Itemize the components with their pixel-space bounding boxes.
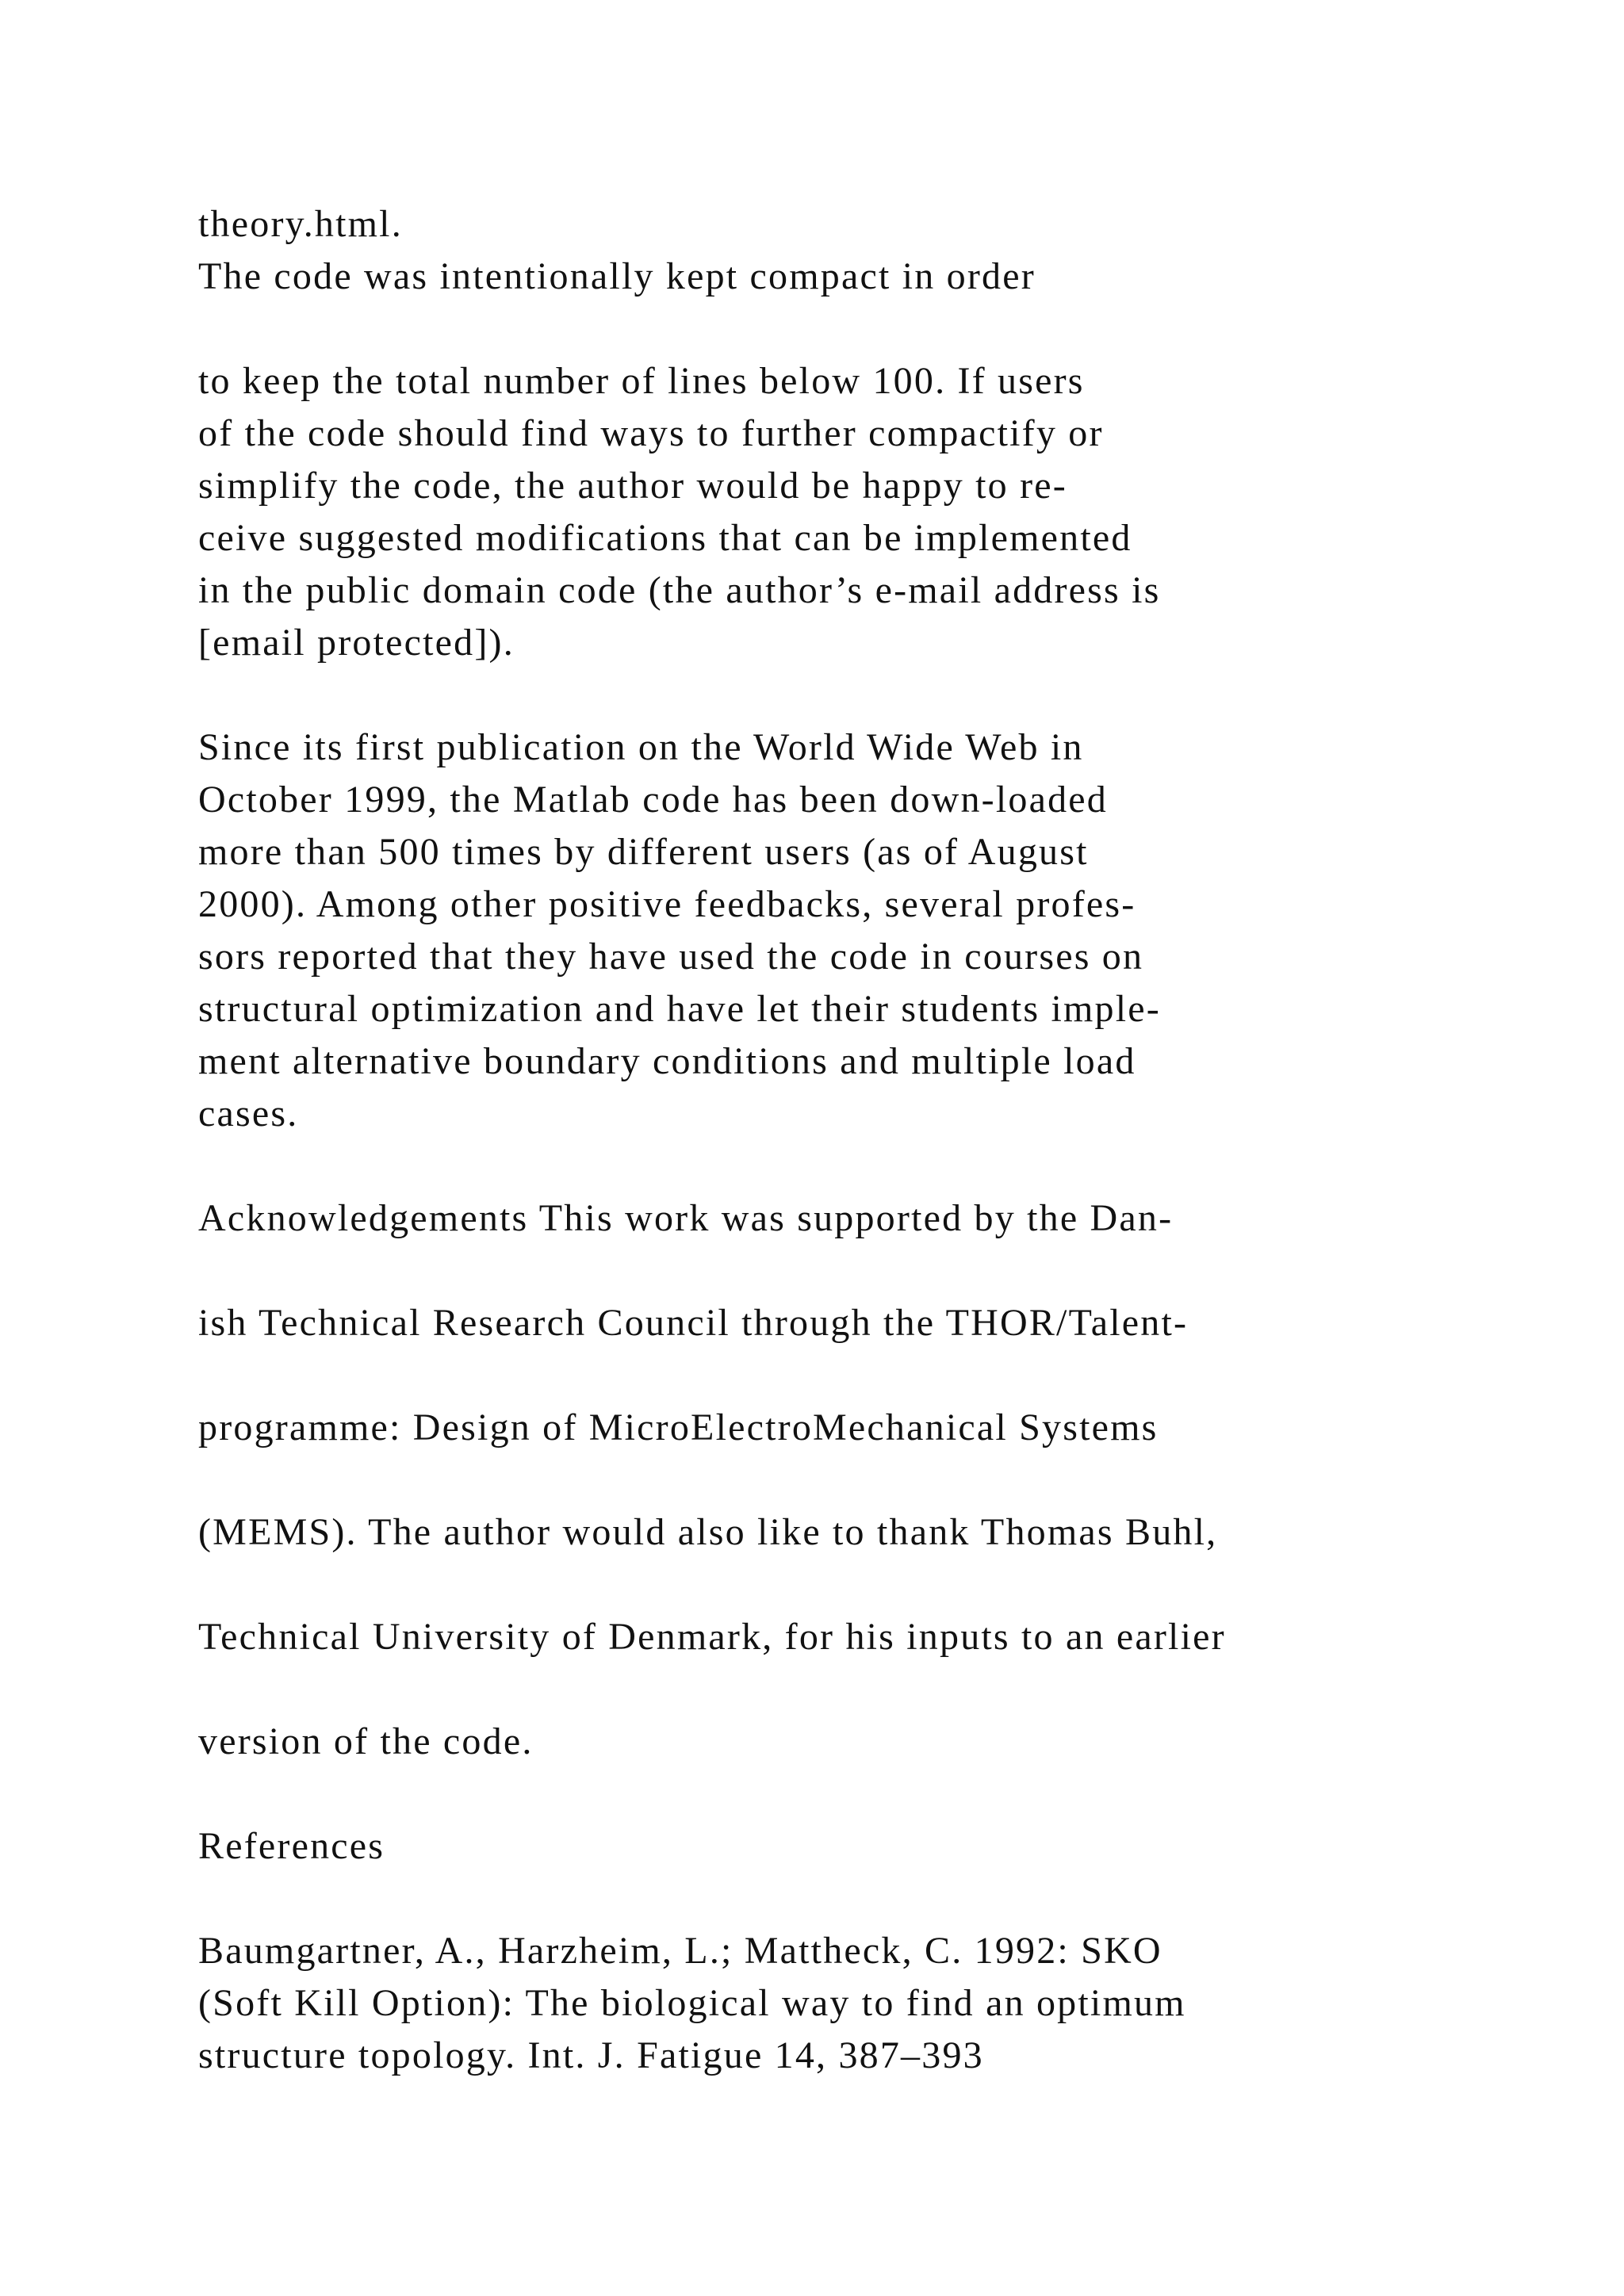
paragraph-1-line: ceive suggested modifications that can be implemented (198, 517, 1132, 559)
acknowledgements-line: programme: Design of MicroElectroMechanical Systems (198, 1406, 1159, 1448)
paragraph-1-line: to keep the total number of lines below 100. If users (198, 360, 1085, 402)
paragraph-2-line: ment alternative boundary conditions and multiple load (198, 1040, 1136, 1082)
reference-line: structure topology. Int. J. Fatigue 14, 387–393 (198, 2034, 984, 2076)
intro-line: The code was intentionally kept compact in order (198, 255, 1036, 297)
paragraph-2-line: more than 500 times by different users (as of August (198, 831, 1089, 873)
paragraph-2-line: October 1999, the Matlab code has been down-loaded (198, 779, 1108, 821)
acknowledgements-line: (MEMS). The author would also like to thank Thomas Buhl, (198, 1511, 1218, 1553)
paragraph-2-line: Since its first publication on the World Wide Web in (198, 726, 1084, 768)
paragraph-1-line: of the code should find ways to further compactify or (198, 412, 1104, 454)
acknowledgements-line: version of the code. (198, 1720, 534, 1762)
paragraph-1-line: simplify the code, the author would be happy to re- (198, 465, 1067, 507)
paragraph-2-line: sors reported that they have used the code in courses on (198, 936, 1144, 978)
acknowledgements-line: ish Technical Research Council through the THOR/Talent- (198, 1302, 1189, 1344)
acknowledgements-line: Acknowledgements This work was supported by the Dan- (198, 1197, 1174, 1239)
paragraph-2-line: cases. (198, 1093, 299, 1135)
reference-line: Baumgartner, A., Harzheim, L.; Mattheck, C. 1992: SKO (198, 1930, 1162, 1972)
paragraph-2-line: structural optimization and have let their students imple- (198, 988, 1161, 1030)
reference-line: (Soft Kill Option): The biological way to find an optimum (198, 1982, 1186, 2024)
intro-line: theory.html. (198, 203, 403, 245)
paragraph-1-line: in the public domain code (the author’s e-mail address is (198, 569, 1161, 611)
paragraph-2-line: 2000). Among other positive feedbacks, several profes- (198, 883, 1136, 925)
references-heading: References (198, 1825, 385, 1867)
acknowledgements-line: Technical University of Denmark, for his inputs to an earlier (198, 1616, 1226, 1658)
paragraph-1-line: [email protected]). (198, 622, 515, 664)
